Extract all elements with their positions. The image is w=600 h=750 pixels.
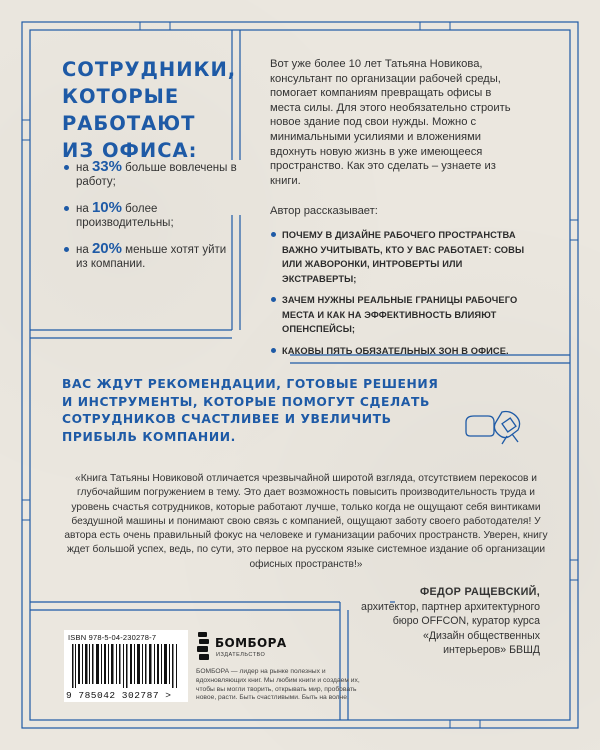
stat-item [62, 201, 237, 230]
stat-item [62, 242, 237, 271]
reviewer-desc: архитектор, партнер архитектурного бюро OFFCON, куратор курса «Дизайн общественных интерьеров» БВШД [361, 600, 540, 656]
review-quote: «Книга Татьяны Новиковой отличается чрезвычайной широтой взгляда, отсутствием перекосов и глубочайшим погружением в тему. Это дает возможность повысить производительность труда и уровень счастья сотрудников, которые работают лучше, только когда не ощущают себя винтиками бездушной машины и понимают свою связь с компанией, ощущают заботу своего работодателя! У автора есть очень правильный фокус на человеке и гуманизации рабочих пространств. Уверен, книгу ждет большой успех, ведь, по сути, это первое на русском языке системное издание об организации офисных пространств!» [64, 473, 548, 570]
topic-item: КАКОВЫ ПЯТЬ ОБЯЗАТЕЛЬНЫХ ЗОН В ОФИСЕ. [270, 344, 532, 359]
headline-line: ИЗ ОФИСА: [62, 139, 198, 162]
author-tells-label: Автор рассказывает: [270, 205, 378, 217]
stat-text: меньше хотят уйти из компании. [76, 244, 227, 270]
intro-paragraph [270, 57, 520, 188]
topics-list [270, 228, 532, 365]
stat-text: больше вовлечены в работу; [76, 162, 237, 188]
publisher-sub: ИЗДАТЕЛЬСТВО [216, 652, 266, 658]
headline-line: СОТРУДНИКИ, [62, 58, 237, 81]
stats-list [62, 160, 237, 283]
promo-text: ВАС ЖДУТ РЕКОМЕНДАЦИИ, ГОТОВЫЕ РЕШЕНИЯ И ИНСТРУМЕНТЫ, КОТОРЫЕ ПОМОГУТ СДЕЛАТЬ СОТРУДНИКОВ СЧАСТЛИВЕЕ И УВЕЛИЧИТЬ ПРИБЫЛЬ КОМПАНИИ. [62, 377, 439, 444]
publisher-desc: БОМБОРА — лидер на рынке полезных и вдохновляющих книг. Мы любим книги и создаем их, чтобы вы могли творить, открывать мир, пробовать новое, расти. Быть счастливыми. Быть на волне. [196, 668, 360, 702]
book-spine-icon [196, 630, 212, 662]
headline-line: РАБОТАЮТ [62, 112, 196, 135]
stat-text: более производительны; [76, 203, 174, 229]
headline [62, 56, 237, 164]
reviewer-block [360, 585, 540, 658]
topic-item: ЗАЧЕМ НУЖНЫ РЕАЛЬНЫЕ ГРАНИЦЫ РАБОЧЕГО МЕСТА И КАК НА ЭФФЕКТИВНОСТЬ ВЛИЯЮТ ОПЕНСПЕЙСЫ; [270, 293, 532, 337]
office-chair-icon [462, 408, 526, 448]
topic-item: ПОЧЕМУ В ДИЗАЙНЕ РАБОЧЕГО ПРОСТРАНСТВА ВАЖНО УЧИТЫВАТЬ, КТО У ВАС РАБОТАЕТ: СОВЫ ИЛИ ЖАВОРОНКИ, ИНТРОВЕРТЫ ИЛИ ЭКСТРАВЕРТЫ; [270, 228, 532, 286]
stat-item [62, 160, 237, 189]
intro-text: Вот уже более 10 лет Татьяна Новикова, консультант по организации рабочей среды, помогает компаниям превращать офисы в места силы. Для этого необязательно строить новое здание под свои нужды. Можно с минимальными усилиями и вложениями вдохнуть новую жизнь в уже имеющееся пространство. Как это сделать – узнаете из книги. [270, 58, 511, 187]
barcode-digits: 9 785042 302787 > [66, 690, 172, 701]
publisher-name: БОМБОРА [215, 636, 287, 650]
headline-line: КОТОРЫЕ [62, 85, 180, 108]
stat-prefix: на [76, 203, 92, 215]
stat-prefix: на [76, 244, 92, 256]
stat-percent: 20% [91, 240, 122, 257]
isbn-text: ISBN 978-5-04-230278-7 [68, 633, 157, 642]
stat-percent: 33% [91, 158, 122, 175]
stat-percent: 10% [91, 199, 122, 216]
reviewer-name: ФЕДОР РАЩЕВСКИЙ, [419, 586, 540, 598]
stat-prefix: на [76, 162, 92, 174]
barcode-bars [72, 644, 182, 688]
